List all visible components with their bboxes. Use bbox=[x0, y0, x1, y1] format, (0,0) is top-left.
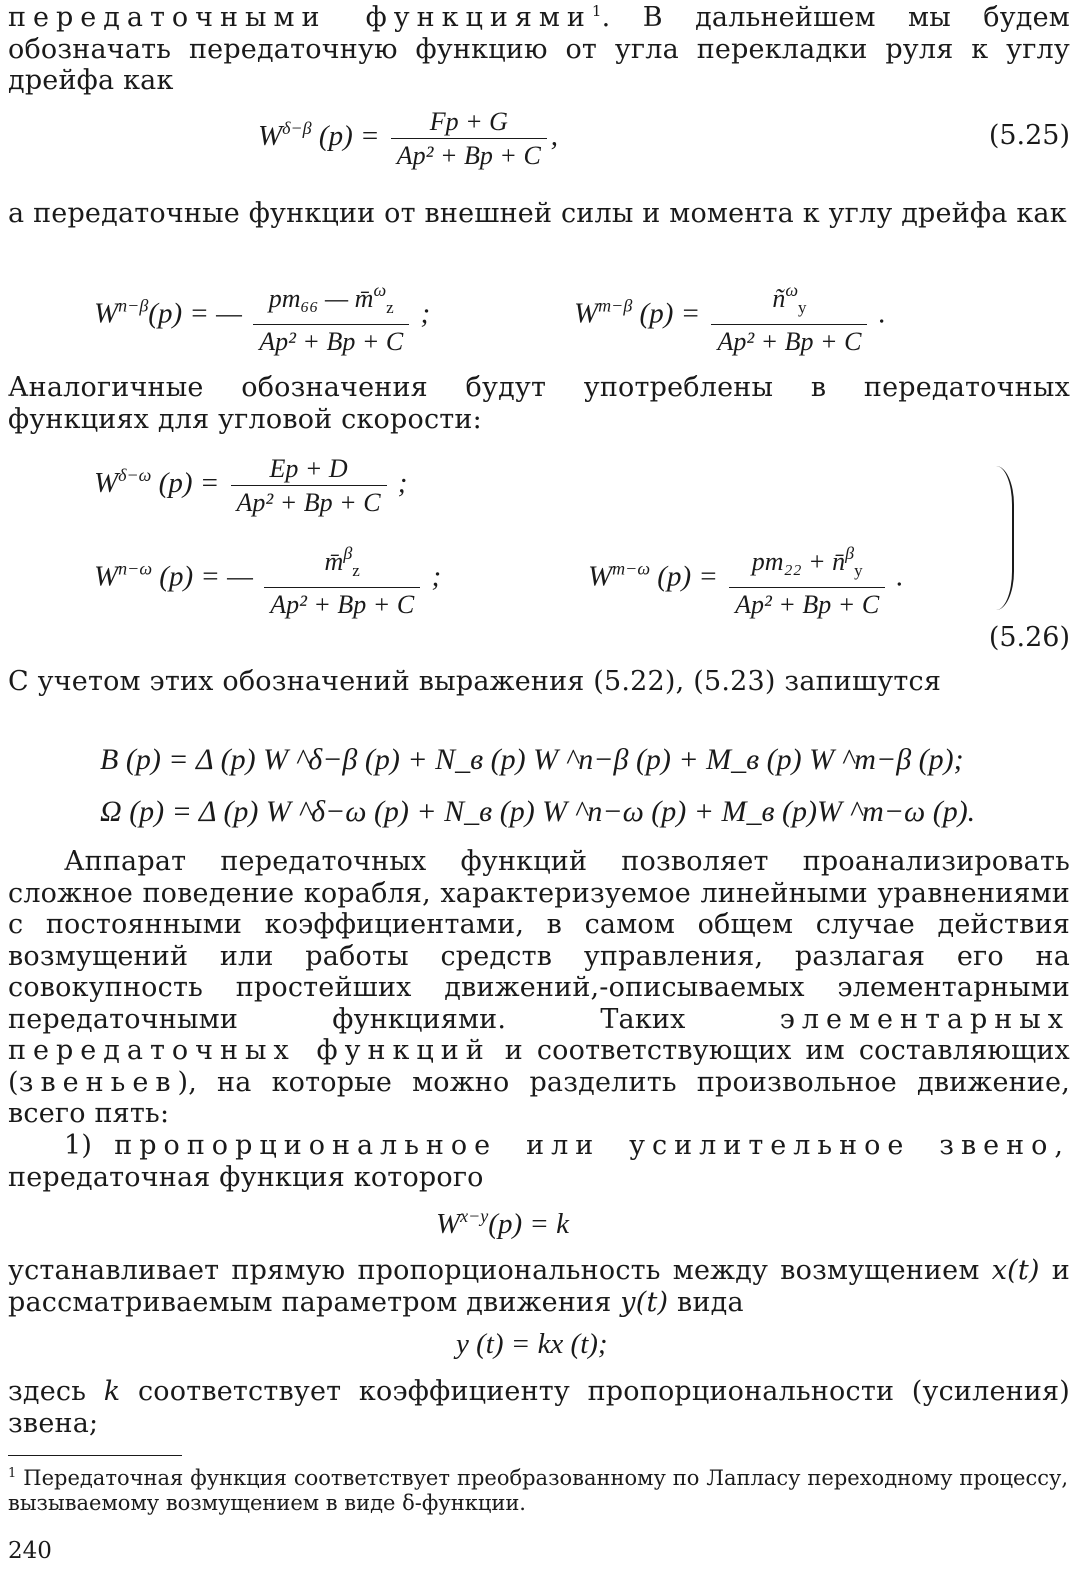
eq-argument: (p) = bbox=[657, 560, 718, 593]
numerator: m̄$^\beta_z$ bbox=[264, 538, 420, 588]
numerator: Fp + G bbox=[391, 106, 547, 139]
numerator: $ñ^\omega_y$ bbox=[711, 275, 867, 325]
page-number: 240 bbox=[8, 1538, 52, 1564]
denominator: Ap² + Bp + C bbox=[259, 327, 404, 356]
eq-symbol: W bbox=[94, 297, 119, 330]
paragraph-2: а передаточные функции от внешней силы и момента к углу дрейфа как bbox=[8, 198, 1067, 229]
footnote-mark: 1 bbox=[8, 1466, 17, 1481]
eq-punct: ; bbox=[431, 560, 442, 593]
eq-punct: ; bbox=[397, 467, 408, 500]
equation-proportional-link: $W^{x-y}(p) = k$ bbox=[436, 1206, 570, 1240]
paragraph-1-text: . В дальнейшем мы будем обозначать передаточную функцию от угла перекладки руля к углу дрейфа как bbox=[8, 2, 1070, 96]
fraction bbox=[264, 538, 420, 620]
right-brace bbox=[996, 466, 1014, 610]
eq-superscript: n−β bbox=[118, 295, 149, 316]
denominator: Ap² + Bp + C bbox=[396, 141, 541, 170]
denominator: Ap² + Bp + C bbox=[717, 327, 862, 356]
equation-proportional-relation: y (t) = kx (t); bbox=[456, 1328, 608, 1360]
fraction bbox=[711, 275, 867, 357]
numerator: Ep + D bbox=[231, 453, 387, 486]
eq-symbol: W bbox=[94, 560, 119, 593]
eq-symbol: W bbox=[574, 297, 599, 330]
spaced-term: звеньев bbox=[18, 1066, 178, 1098]
footnote-mark: 1 bbox=[591, 2, 602, 20]
denominator: Ap² + Bp + C bbox=[735, 590, 880, 619]
eq-argument: (p) = — bbox=[159, 560, 253, 593]
eq-superscript: n−ω bbox=[118, 558, 153, 579]
equation-number: (5.26) bbox=[988, 622, 1070, 653]
paragraph-1 bbox=[8, 2, 1070, 97]
equation-number: (5.25) bbox=[988, 120, 1070, 151]
eq-argument: (p) = bbox=[318, 120, 380, 153]
eq-punct: . bbox=[878, 297, 886, 330]
paragraph-5: Аппарат передаточных функций позволяет проанализировать сложное поведение корабля, характеризуемое линейными уравнениями с постоянными коэффициентами, в самом общем случае действия возмущений или работы средств управления, разлагая его на совокупность простейших движений,-описываемых элементарными передаточными функциями. Таких элементарных передаточных функций и соответствующих им составляющих (звеньев), на которые можно разделить произвольное движение, всего пять: bbox=[8, 846, 1070, 1129]
footnote-text: Передаточная функция соответствует преобразованному по Лапласу переходному процессу, вызываемому возмущением в виде δ-функции. bbox=[8, 1466, 1068, 1515]
equation-omega-total: Ω (p) = Δ (p) W ^δ−ω (p) + N_в (p) W ^n−ω (p) + M_в (p)W ^m−ω (p). bbox=[100, 795, 976, 828]
eq-argument: (p) = — bbox=[148, 297, 242, 330]
eq-superscript: δ−β bbox=[282, 118, 312, 139]
denominator: Ap² + Bp + C bbox=[270, 590, 415, 619]
numerator: pm₂₂ + n̄$^\beta_y$ bbox=[729, 538, 885, 588]
fraction bbox=[391, 106, 547, 171]
eq-punct: ; bbox=[420, 297, 431, 330]
paragraph-8: здесь k соответствует коэффициенту пропорциональности (усиления) звена; bbox=[8, 1376, 1070, 1439]
paragraph-6: 1) пропорциональное или усилительное звено, передаточная функция которого bbox=[8, 1130, 1070, 1193]
fraction bbox=[729, 538, 885, 620]
eq-superscript: m−ω bbox=[612, 558, 651, 579]
eq-symbol: W bbox=[94, 467, 119, 500]
eq-argument: (p) = bbox=[158, 467, 220, 500]
spaced-term: передаточными функциями bbox=[8, 2, 592, 33]
fraction bbox=[253, 275, 409, 357]
footnote-rule bbox=[8, 1455, 182, 1456]
denominator: Ap² + Bp + C bbox=[236, 488, 381, 517]
fraction bbox=[231, 453, 387, 518]
paragraph-4: С учетом этих обозначений выражения (5.22), (5.23) запишутся bbox=[8, 666, 942, 697]
footnote bbox=[8, 1466, 1068, 1516]
eq-superscript: δ−ω bbox=[118, 465, 152, 486]
equation-beta-total: B (p) = Δ (p) W ^δ−β (p) + N_в (p) W ^n−β (p) + M_в (p) W ^m−β (p); bbox=[100, 743, 964, 776]
eq-argument: (p) = bbox=[639, 297, 701, 330]
paragraph-3: Аналогичные обозначения будут употреблены в передаточных функциях для угловой скорости: bbox=[8, 372, 1070, 435]
eq-superscript: m−β bbox=[598, 295, 633, 316]
eq-symbol: W bbox=[588, 560, 613, 593]
numerator: pm₆₆ — m̄$^\omega_z$ bbox=[253, 275, 409, 325]
spaced-term: элементарных передаточных функций bbox=[8, 1003, 1070, 1066]
eq-symbol: W bbox=[258, 120, 283, 153]
spaced-term: пропорциональное или усилительное звено, bbox=[114, 1130, 1070, 1161]
paragraph-7: устанавливает прямую пропорциональность между возмущением x(t) и рассматриваемым параметром движения y(t) вида bbox=[8, 1255, 1070, 1318]
eq-punct: , bbox=[550, 120, 559, 153]
eq-punct: . bbox=[896, 560, 904, 593]
